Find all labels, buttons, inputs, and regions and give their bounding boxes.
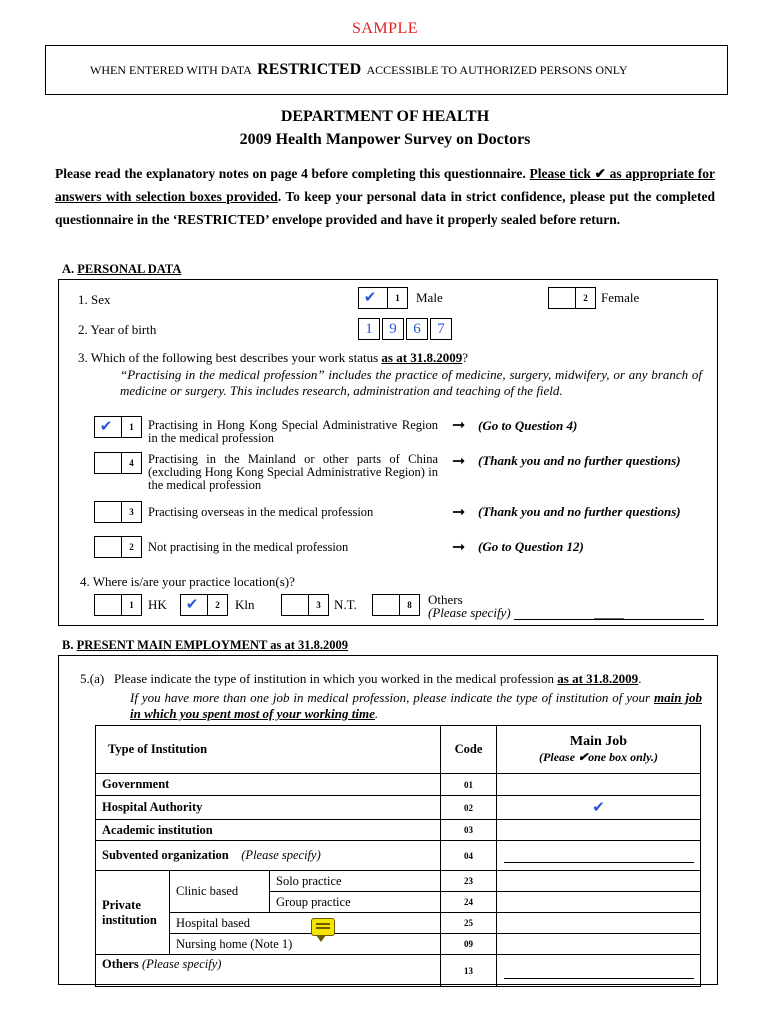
birth-year-digit-3[interactable]: 6: [406, 318, 428, 340]
sample-watermark: SAMPLE: [351, 20, 419, 37]
main-job-cell-hospital[interactable]: [497, 913, 701, 934]
goto-text: (Thank you and no further questions): [478, 504, 681, 519]
table-row: [96, 955, 701, 987]
arrow-right-icon: ➞: [452, 504, 466, 521]
intro-part2: Please tick ✔ as appropriate for answers with selection boxes provided: [55, 166, 716, 204]
arrow-right-icon: ➞: [452, 417, 466, 434]
subvented-specify: (Please specify): [241, 848, 321, 862]
intro-part3: . To keep your personal data in strict confidence, please put the completed questionnaire in the ‘RESTRICTED’ envelope provided and have it properly sealed before return.: [55, 189, 716, 227]
clinic-label: Clinic based: [170, 871, 270, 913]
table-row: [96, 871, 701, 892]
table-row: [96, 774, 701, 796]
row-label: Hospital Authority: [96, 796, 441, 820]
row-code: 03: [441, 820, 497, 841]
birth-year-digit-2[interactable]: 9: [382, 318, 404, 340]
row-label: Academic institution: [96, 820, 441, 841]
q5-note: [130, 690, 702, 722]
row-code: 01: [441, 774, 497, 796]
table-row: [96, 796, 701, 820]
restricted-after: ACCESSIBLE TO AUTHORIZED PERSONS ONLY: [366, 63, 628, 77]
table-row: [96, 913, 701, 934]
main-job-subtitle: (Please ✔one box only.): [539, 750, 658, 764]
comment-note-icon[interactable]: [311, 918, 335, 936]
section-b-heading: [62, 638, 348, 653]
location-label: HK: [148, 597, 167, 612]
goto-text: (Thank you and no further questions): [478, 453, 681, 468]
section-a-heading: [62, 262, 181, 277]
work-status-option-mainland[interactable]: [94, 452, 142, 474]
private-line2: institution: [102, 912, 157, 927]
q5-as-at: as at 31.8.2009: [557, 671, 639, 686]
code-label: 2: [207, 595, 227, 615]
q5-note-text: If you have more than one job in medical profession, please indicate the type of institution of your: [130, 690, 651, 705]
q3-as-at: as at 31.8.2009: [381, 350, 463, 365]
col-code-header: Code: [441, 726, 497, 774]
check-icon: [95, 502, 117, 522]
check-icon: [95, 537, 117, 557]
location-kln-checkbox[interactable]: [180, 594, 228, 616]
table-row: [96, 934, 701, 955]
section-b-prefix: B.: [62, 638, 74, 652]
main-job-title: Main Job: [569, 734, 628, 749]
q3-text: 3. Which of the following best describes your work status: [78, 350, 379, 365]
code-label: 8: [399, 595, 419, 615]
q5-label: [80, 671, 641, 687]
check-icon: [95, 453, 117, 473]
goto-text: (Go to Question 12): [478, 539, 584, 554]
main-job-cell-government[interactable]: [497, 774, 701, 796]
code-label: 3: [121, 502, 141, 522]
specify-line[interactable]: [504, 853, 694, 863]
others-specify: (Please specify): [141, 957, 222, 971]
goto-text: (Go to Question 4): [478, 418, 578, 433]
q5-number: 5.(a): [80, 671, 105, 686]
main-job-cell-group[interactable]: [497, 892, 701, 913]
location-label: N.T.: [334, 597, 357, 612]
code-label: 1: [121, 595, 141, 615]
sex-male-checkbox[interactable]: [358, 287, 408, 309]
check-icon: ✔: [185, 597, 199, 613]
main-job-cell-nursing[interactable]: [497, 934, 701, 955]
restricted-word: RESTRICTED: [257, 61, 362, 78]
main-job-cell-others[interactable]: [497, 955, 701, 987]
row-code: 04: [441, 841, 497, 871]
birth-year-digit-1[interactable]: 1: [358, 318, 380, 340]
code-label: 2: [575, 288, 595, 308]
code-label: 2: [121, 537, 141, 557]
main-job-cell-solo[interactable]: [497, 871, 701, 892]
male-label: Male: [416, 290, 443, 305]
code-label: 4: [121, 453, 141, 473]
private-line1: Private: [102, 897, 141, 912]
row-label: [96, 841, 441, 871]
row-code: 23: [441, 871, 497, 892]
q5-note-main: main job in which you spent most of your working time: [130, 690, 702, 721]
option-text: Practising overseas in the medical profession: [148, 505, 374, 519]
work-status-option-hk[interactable]: [94, 416, 142, 438]
arrow-right-icon: ➞: [452, 453, 466, 470]
private-label: [96, 871, 170, 955]
restricted-before: WHEN ENTERED WITH DATA: [90, 63, 252, 77]
col-main-header: [497, 726, 701, 774]
section-b-title: PRESENT MAIN EMPLOYMENT as at 31.8.2009: [76, 638, 349, 652]
work-status-option-overseas[interactable]: [94, 501, 142, 523]
intro-part1: Please read the explanatory notes on page 4 before completing this questionnaire.: [55, 166, 526, 181]
check-icon: ✔: [363, 290, 377, 306]
check-icon: [373, 595, 395, 615]
col-type-header: Type of Institution: [96, 726, 441, 774]
row-code: 24: [441, 892, 497, 913]
q3-qmark: ?: [462, 350, 469, 365]
institution-table: [95, 725, 701, 987]
q4-label: 4. Where is/are your practice location(s)?: [80, 574, 295, 589]
check-icon: [282, 595, 304, 615]
section-a-title: PERSONAL DATA: [77, 262, 182, 276]
work-status-option-not-practising[interactable]: [94, 536, 142, 558]
code-label: 3: [308, 595, 328, 615]
specify-line[interactable]: [504, 969, 694, 979]
row-label: Group practice: [270, 892, 441, 913]
check-icon: ✔: [99, 419, 113, 435]
q3-note: “Practising in the medical profession” includes the practice of medicine, surgery, midwifery, or any branch of medicine or surgery. This includes research, administration and teaching of the field.: [120, 367, 702, 398]
q5-note-end: .: [374, 706, 379, 721]
restricted-text: [90, 61, 628, 79]
main-job-cell-subvented[interactable]: [497, 841, 701, 871]
code-label: 1: [387, 288, 407, 308]
row-label: [96, 955, 441, 987]
table-row: [96, 841, 701, 871]
option-text: Practising in Hong Kong Special Administrative Region in the medical profession: [148, 418, 438, 445]
option-text: Practising in the Mainland or other parts of China (excluding Hong Kong Special Administrative Region) in the medical profession: [148, 452, 438, 492]
section-a-prefix: A.: [62, 262, 75, 276]
department-title: DEPARTMENT OF HEALTH: [280, 108, 490, 125]
instructions: [55, 162, 715, 231]
row-code: 02: [441, 796, 497, 820]
table-header-row: [96, 726, 701, 774]
check-icon: [95, 595, 117, 615]
sex-female-checkbox[interactable]: [548, 287, 596, 309]
row-code: 09: [441, 934, 497, 955]
row-label: Government: [96, 774, 441, 796]
code-label: 1: [121, 417, 141, 437]
others-specify-field[interactable]: _____: [514, 608, 704, 620]
row-label: Hospital based: [170, 913, 441, 934]
row-label: Solo practice: [270, 871, 441, 892]
others-specify-label: (Please specify): [428, 605, 511, 620]
location-label: Kln: [235, 597, 255, 612]
subvented-label: Subvented organization: [102, 848, 229, 862]
main-job-cell-ha[interactable]: ✔: [497, 796, 701, 820]
row-code: 13: [441, 955, 497, 987]
location-nt-checkbox[interactable]: [281, 594, 329, 616]
location-hk-checkbox[interactable]: [94, 594, 142, 616]
option-text: Not practising in the medical profession: [148, 540, 349, 554]
location-others-checkbox[interactable]: [372, 594, 420, 616]
main-job-cell-academic[interactable]: [497, 820, 701, 841]
birth-year-digit-4[interactable]: 7: [430, 318, 452, 340]
row-code: 25: [441, 913, 497, 934]
others-label: Others: [102, 957, 139, 971]
table-row: [96, 820, 701, 841]
female-label: Female: [601, 290, 640, 305]
q5-text: Please indicate the type of institution in which you worked in the medical profession: [113, 671, 555, 686]
q3-label: [78, 350, 468, 366]
q1-label: 1. Sex: [78, 292, 111, 307]
q5-period: .: [638, 671, 642, 686]
arrow-right-icon: ➞: [452, 539, 466, 556]
row-label: Nursing home (Note 1): [170, 934, 441, 955]
q2-label: 2. Year of birth: [78, 322, 157, 337]
survey-title: 2009 Health Manpower Survey on Doctors: [239, 131, 531, 148]
check-icon: [549, 288, 571, 308]
location-label: Others: [428, 592, 463, 607]
